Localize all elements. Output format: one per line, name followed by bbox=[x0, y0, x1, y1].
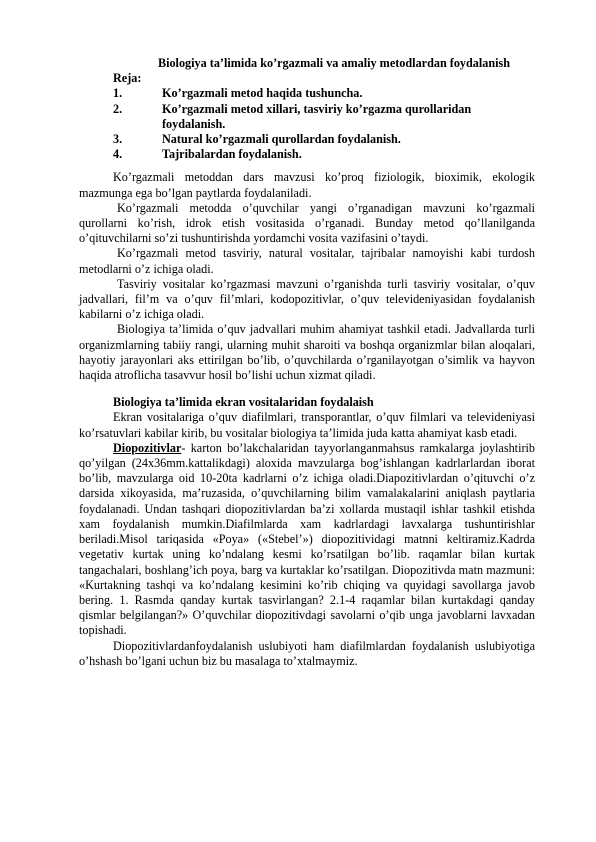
plan-item bbox=[113, 132, 535, 147]
spacer bbox=[113, 162, 535, 170]
plan-item-text: Ko’rgazmali metod haqida tushuncha. bbox=[162, 86, 363, 101]
body-paragraph: Diopozitivlardanfoydalanish uslubiyoti ham diafilmlardan foydalanish uslubiyotiga o’hshash bo’lgani uchun biz bu masalaga to’xtalmaymiz. bbox=[79, 638, 535, 668]
plan-item-number: 2. bbox=[113, 101, 123, 116]
plan-item-text: Natural ko’rgazmali qurollardan foydalanish. bbox=[162, 132, 401, 147]
plan-item-number: 4. bbox=[113, 147, 123, 162]
page-title: Biologiya ta’limida ko’rgazmali va amaliy metodlardan foydalanish bbox=[157, 56, 511, 70]
body-paragraph bbox=[79, 441, 535, 639]
plan-item-number: 1. bbox=[113, 86, 123, 101]
body-paragraph: Tasviriy vositalar ko’rgazmasi mavzuni o’rganishda turli tasviriy vositalar, o’quv jadvallari, fil’m va o’quv fil’mlari, kodopozitivlar, o’quv televideniyasidan foydalanish kabilarni o’z ichiga oladi. bbox=[79, 276, 535, 322]
body-paragraph: Ko’rgazmali metodda o’quvchilar yangi o’rganadigan mavzuni ko’rgazmali qurollarni ko’rish, idrok etish vositasida o’rganadi. Bunday metod qo’llanilganda o’qituvchilarni so’zi tushuntirishda yordamchi vosita vazifasini o’taydi. bbox=[79, 200, 535, 246]
definition-text: - karton bo’lakchalaridan tayyorlanganmahsus ramkalarga joylashtirib qo’yilgan (24x36mm.kattalikdagi) aloxida mavzularga bog’ishlangan kadrlarlardan iborat bo’lib, mavzularga oid 10-20ta kadrlarni o’z ichiga oladi.Diapozitivlardan o’qituvchi o’z darsida xikoyasida, ma’ruzasida, o’quvchilarning bilim vamalakalarini aniqlash paytlaria foydalanadi. Undan tashqari diopozitivlardan ba’zi xollarda mustaqil ishlar tashkil etishda xam foydalanish mumkin.Diafilmlarda xam kadrlardagi lavxalarga tushuntirishlar beriladi.Misol tariqasida «Poya» («Stebel’») diopozitividagi matnni keltiramiz.Kadrda vegetativ kurtak uning ko’ndalang kesmi ko’rsatilgan bo’lib. raqamlar bilan kurtak tangachalari, boshlang’ich poya, barg va kurtaklar ko’rsatilgan. Diopozitivda matn mazmuni: «Kurtakning tashqi va ko’ndalang kesimini ko’rib chiqing va quyidagi savollarga javob bering. 1. Rasmda qanday kurtak tasvirlangan? 2.1-4 raqamlar bilan kurtakdagi qanday qismlar belgilangan?» O’quvchilar diopozitivdagi savolarni o’qib unga javoblarni lavxadan topishadi. bbox=[79, 440, 535, 638]
body-paragraph: Biologiya ta’limida o’quv jadvallari muhim ahamiyat tashkil etadi. Jadvallarda turli organizmlarning tabiiy rangi, ularning muhit sharoiti va boshqa organizmlar bilan aloqalari, hayotiy jarayonlari aks ettirilgan bo’lib, o’quvchilarda o’rganilayotgan o’simlik va hayvon haqida atroflicha tasavvur hosil bo’lishi uchun xizmat qiladi. bbox=[79, 322, 535, 383]
plan-item-text: Tajribalardan foydalanish. bbox=[162, 147, 302, 162]
defined-term: Diopozitivlar bbox=[113, 440, 182, 455]
plan-item-text: Ko’rgazmali metod xillari, tasviriy ko’rgazma qurollaridan foydalanish. bbox=[162, 101, 472, 131]
plan-item bbox=[113, 102, 535, 132]
body-paragraph: Ko’rgazmali metoddan dars mavzusi ko’proq fiziologik, bioximik, ekologik mazmunga ega bo’lgan paytlarda foydalaniladi. bbox=[79, 170, 535, 200]
plan-heading: Reja: bbox=[113, 71, 142, 86]
plan-list bbox=[113, 86, 535, 162]
plan-item bbox=[113, 147, 535, 162]
plan-item bbox=[113, 86, 535, 101]
plan-item-number: 3. bbox=[113, 132, 123, 147]
spacer bbox=[113, 383, 535, 395]
body-paragraph: Ekran vositalariga o’quv diafilmlari, transporantlar, o’quv filmlari va televideniyasi ko’rsatuvlari kabilar kirib, bu vositalar biologiya ta’limida juda katta ahamiyat kasb etadi. bbox=[79, 410, 535, 440]
document-page bbox=[79, 56, 535, 669]
section-heading: Biologiya ta’limida ekran vositalaridan foydalaish bbox=[113, 395, 374, 410]
body-paragraph: Ko’rgazmali metod tasviriy, natural vositalar, tajribalar namoyishi kabi turdosh metodlarni o’z ichiga oladi. bbox=[79, 246, 535, 276]
